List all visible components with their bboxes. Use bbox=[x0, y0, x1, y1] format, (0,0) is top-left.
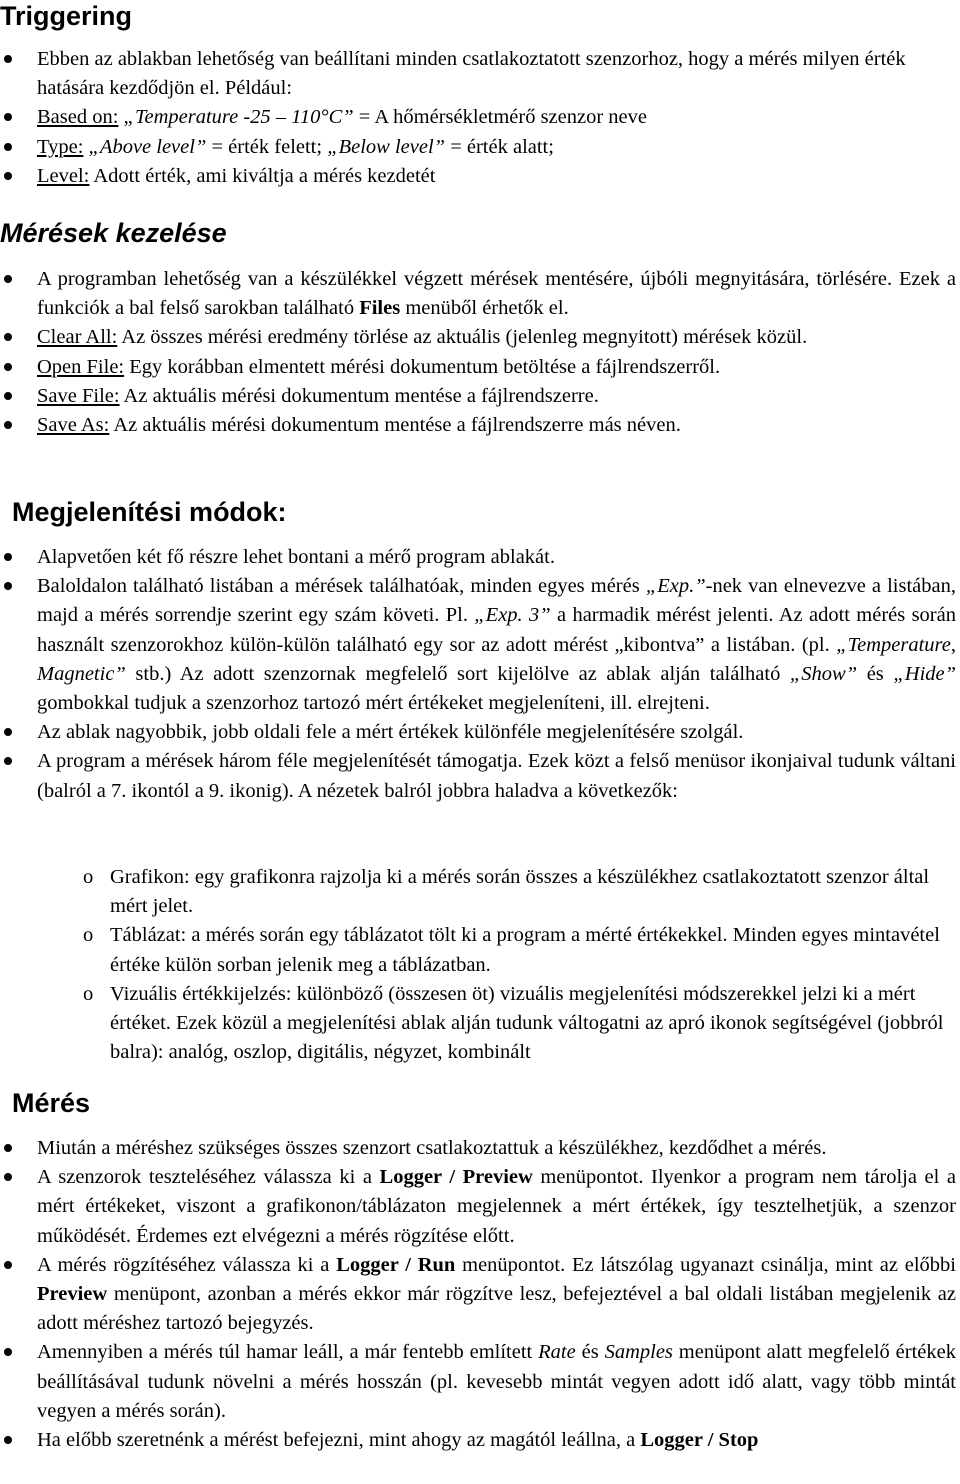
term-preview: Preview bbox=[37, 1283, 108, 1306]
term-files: Files bbox=[359, 297, 401, 320]
list-item bbox=[0, 265, 960, 323]
list-item bbox=[0, 162, 960, 191]
list-item bbox=[0, 103, 960, 132]
item-text: Vizuális értékkijelzés: különböző (összesen öt) vizuális megjelenítési módszerekkel jelzi ki a mért értéket. Ezek közül a megjelenítési ablak alján tudunk váltogatni az apró ikonok segítségével (jobbról balra): analóg, oszlop, digitális, négyzet, kombinált bbox=[110, 982, 944, 1064]
item-text: A program a mérések három féle megjelenítését támogatja. Ezek közt a felső menüsor ikonjaival tudunk váltani (balról a 7. ikontól a 9. ikonig). A nézetek balról jobbra haladva a következők: bbox=[37, 750, 956, 802]
term-type: Type: bbox=[37, 135, 84, 158]
item-text: Baloldalon található listában a mérések találhatóak, minden egyes mérés bbox=[37, 575, 646, 598]
heading-meresek-kezelese: Mérések kezelése bbox=[0, 218, 227, 248]
item-text: és bbox=[575, 1341, 605, 1364]
list-triggering bbox=[0, 45, 960, 191]
item-text: = érték felett; bbox=[206, 135, 328, 158]
term-logger-run: Logger / Run bbox=[336, 1253, 456, 1276]
term-below-level: „Below level” bbox=[327, 135, 446, 158]
item-text: A mérés rögzítéséhez válassza ki a bbox=[37, 1253, 337, 1276]
term-hide: „Hide” bbox=[893, 662, 957, 685]
item-text: Az összes mérési eredmény törlése az aktuális (jelenleg megnyitott) mérések közül. bbox=[117, 326, 808, 349]
term-based-on: Based on: bbox=[37, 106, 119, 129]
term-rate: Rate bbox=[538, 1341, 576, 1364]
sublist-item bbox=[0, 863, 960, 921]
list-item bbox=[0, 1338, 960, 1426]
heading-triggering: Triggering bbox=[0, 1, 133, 31]
list-item bbox=[0, 133, 960, 162]
list-item bbox=[0, 572, 960, 718]
item-text: Amennyiben a mérés túl hamar leáll, a már fentebb említett bbox=[37, 1341, 539, 1364]
term-magnetic: Magnetic” bbox=[37, 662, 126, 685]
term-above-level: „Above level” bbox=[88, 135, 207, 158]
sublist-item bbox=[0, 980, 960, 1068]
sublist-marker: o bbox=[83, 866, 94, 888]
item-text: = A hőmérsékletmérő szenzor neve bbox=[353, 106, 648, 129]
item-text: Az aktuális mérési dokumentum mentése a fájlrendszerre más néven. bbox=[109, 414, 681, 437]
heading-meres: Mérés bbox=[12, 1088, 91, 1118]
term-logger-preview: Logger / Preview bbox=[379, 1166, 533, 1189]
item-text: Ha előbb szeretnénk a mérést befejezni, mint ahogy az magától leállna, a bbox=[37, 1429, 641, 1452]
term-exp-3: „Exp. 3” bbox=[474, 604, 551, 627]
item-text: menüpont, azonban a mérés ekkor már rögzítve lesz, befejeztével a bal oldali listában megjelenik az adott méréshez tartozó bejegyzés. bbox=[37, 1283, 956, 1335]
sublist-marker: o bbox=[83, 982, 94, 1005]
item-text: Miután a méréshez szükséges összes szenzort csatlakoztattuk a készülékhez, kezdődhet a mérés. bbox=[37, 1137, 827, 1159]
item-text: Grafikon: egy grafikonra rajzolja ki a mérés során összes a készülékhez csatlakoztatott szenzor által mért jelet. bbox=[110, 866, 930, 918]
term-show: „Show” bbox=[789, 662, 858, 685]
item-text: gombokkal tudjuk a szenzorhoz tartozó mért értékeket megjeleníteni, ill. elrejteni. bbox=[37, 692, 710, 715]
list-item bbox=[0, 543, 960, 572]
term-open-file: Open File: bbox=[37, 355, 125, 378]
list-item bbox=[0, 1426, 960, 1455]
list-item bbox=[0, 747, 960, 805]
item-text: , bbox=[950, 633, 956, 656]
item-text: menüpontot. Ilyenkor a program nem tárolja el a mért értékeket, viszont a grafikonon/táblázaton megjelennek a mért értékek, így tesztelhetjük, a szenzor működését. Érdemes ezt elvégezni a mérés rögzítése előtt. bbox=[37, 1166, 956, 1247]
item-text: Alapvetően két fő részre lehet bontani a mérő program ablakát. bbox=[37, 546, 555, 568]
list-item bbox=[0, 45, 960, 103]
list-item bbox=[0, 323, 960, 352]
list-megjelenitesi-modok bbox=[0, 543, 960, 806]
sublist-views bbox=[0, 863, 960, 1067]
item-text: Adott érték, ami kiváltja a mérés kezdetét bbox=[89, 164, 436, 187]
term-save-as: Save As: bbox=[37, 414, 110, 437]
item-text: A szenzorok teszteléséhez válassza ki a bbox=[37, 1166, 380, 1189]
list-item bbox=[0, 382, 960, 411]
list-item bbox=[0, 718, 960, 747]
heading-megjelenitesi-modok: Megjelenítési módok: bbox=[12, 497, 287, 527]
list-item bbox=[0, 1251, 960, 1339]
item-text: A programban lehetőség van a készülékkel végzett mérések mentésére, újbóli megnyitására, törlésére. Ezek a funkciók a bal felső sarokban található bbox=[37, 268, 956, 320]
item-text: Táblázat: a mérés során egy táblázatot tölt ki a program a mérté értékekkel. Minden egyes mintavétel értéke külön sorban jelenik meg a táblázatban. bbox=[110, 924, 940, 976]
item-text: menüpont alatt megfelelő értékek beállításával tudunk növelni a mérés hosszán (pl. kevesebb mintát vegyen adott idő alatt, vagy több mintát vegyen a mérés során). bbox=[37, 1341, 957, 1422]
item-text: Egy korábban elmentett mérési dokumentum betöltése a fájlrendszerről. bbox=[124, 355, 721, 378]
list-meres bbox=[0, 1134, 960, 1455]
list-item bbox=[0, 411, 960, 440]
item-text: menüpontot. Ez látszólag ugyanazt csinálja, mint az előbbi bbox=[455, 1253, 957, 1276]
item-text: Ebben az ablakban lehetőség van beállítani minden csatlakoztatott szenzorhoz, hogy a mérés milyen érték hatására kezdődjön el. Például: bbox=[37, 48, 906, 100]
term-exp: „Exp.” bbox=[645, 575, 706, 598]
sublist-marker: o bbox=[83, 924, 94, 947]
list-meresek-kezelese bbox=[0, 265, 960, 440]
item-text: -nek van elnevezve a listában, majd a mérés sorrendje szerint egy szám követi. Pl. bbox=[37, 575, 956, 627]
term-clear-all: Clear All: bbox=[37, 326, 118, 349]
term-quote: „Temperature -25 – 110°C” bbox=[123, 106, 354, 129]
item-text: stb.) Az adott szenzornak megfelelő sort kijelölve az ablak alján található bbox=[125, 662, 790, 685]
term-level: Level: bbox=[37, 164, 90, 187]
term-save-file: Save File: bbox=[37, 384, 120, 407]
item-text: és bbox=[857, 662, 894, 685]
term-samples: Samples bbox=[604, 1341, 673, 1364]
list-item bbox=[0, 1134, 960, 1163]
list-item bbox=[0, 1163, 960, 1251]
item-text: Az aktuális mérési dokumentum mentése a fájlrendszerre. bbox=[119, 384, 599, 407]
term-temperature: „Temperature bbox=[836, 633, 951, 656]
item-text: a harmadik mérést jelenti. Az adott mérés során használt szenzorokhoz külön-külön található egy sor az adott mérést „kibontva” a listában. (pl. bbox=[37, 604, 956, 656]
item-text: = érték alatt; bbox=[445, 135, 554, 158]
item-text: menüből érhetők el. bbox=[400, 297, 569, 320]
term-logger-stop: Logger / Stop bbox=[640, 1429, 759, 1452]
list-item bbox=[0, 353, 960, 382]
sublist-item bbox=[0, 921, 960, 979]
item-text: Az ablak nagyobbik, jobb oldali fele a mért értékek különféle megjelenítésére szolgál. bbox=[37, 721, 744, 744]
